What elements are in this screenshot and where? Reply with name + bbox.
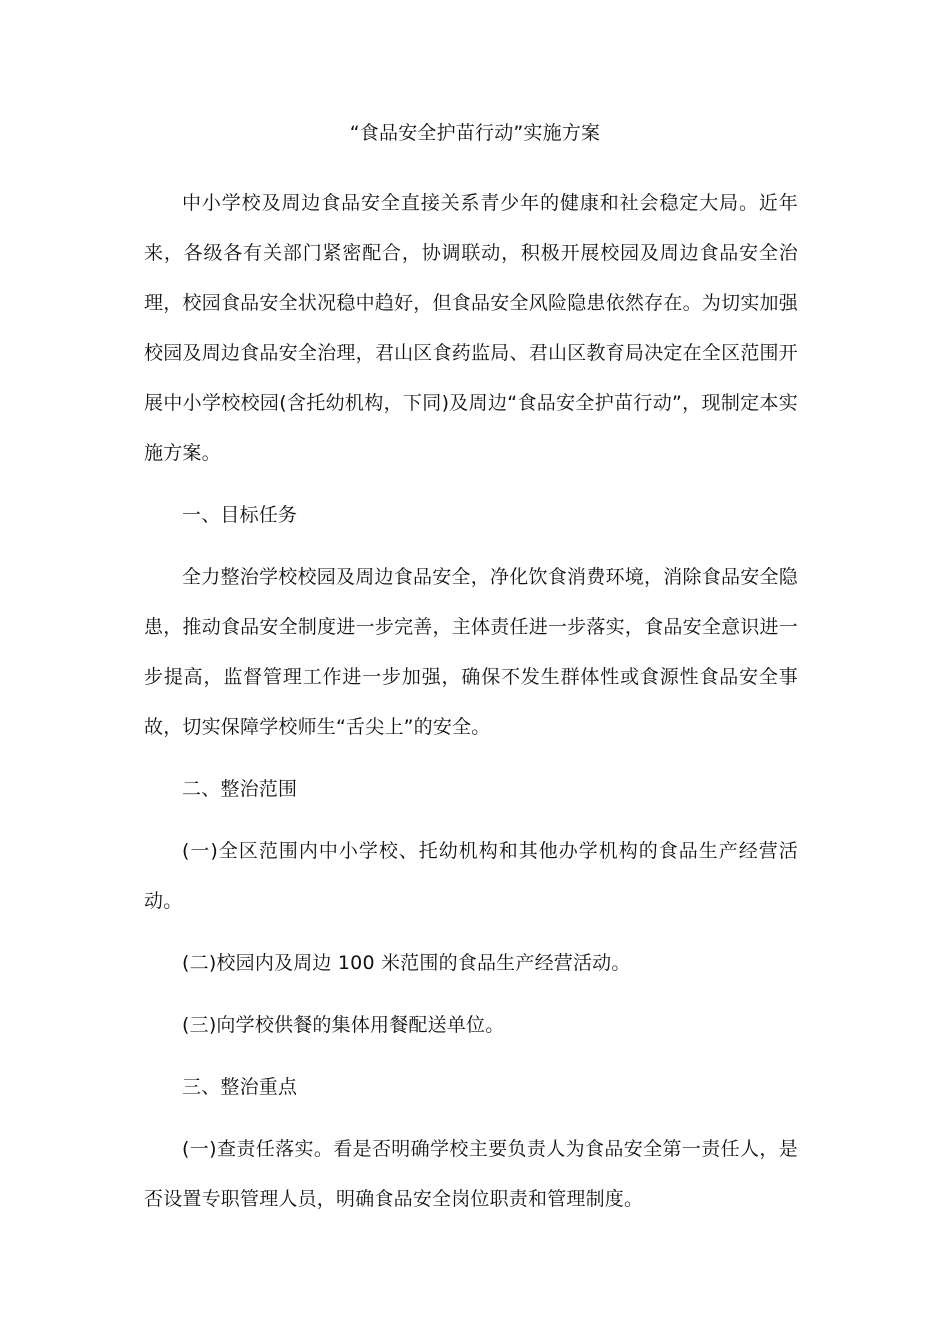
document-title: “食品安全护苗行动”实施方案 <box>349 122 601 144</box>
paragraph-scope-3: (三)向学校供餐的集体用餐配送单位。 <box>182 1014 505 1036</box>
paragraph-priority-1: (一)查责任落实。看是否明确学校主要负责人为食品安全第一责任人，是否设置专职管理人员，明确食品安全岗位职责和管理制度。 <box>144 1138 798 1210</box>
heading-goals: 一、目标任务 <box>182 504 298 526</box>
paragraph-intro: 中小学校及周边食品安全直接关系青少年的健康和社会稳定大局。近年来，各级各有关部门紧密配合，协调联动，积极开展校园及周边食品安全治理，校园食品安全状况稳中趋好，但食品安全风险隐患依然存在。为切实加强校园及周边食品安全治理，君山区食药监局、君山区教育局决定在全区范围开展中小学校校园(含托幼机构，下同)及周边“食品安全护苗行动”，现制定本实施方案。 <box>144 192 798 464</box>
paragraph-goals: 全力整治学校校园及周边食品安全，净化饮食消费环境，消除食品安全隐患，推动食品安全制度进一步完善，主体责任进一步落实，食品安全意识进一步提高，监督管理工作进一步加强，确保不发生群体性或食源性食品安全事故，切实保障学校师生“舌尖上”的安全。 <box>144 566 798 738</box>
heading-priorities: 三、整治重点 <box>182 1076 298 1098</box>
document-body <box>144 178 798 1236</box>
paragraph-scope-2: (二)校园内及周边 100 米范围的食品生产经营活动。 <box>182 952 631 974</box>
heading-scope: 二、整治范围 <box>182 778 298 800</box>
paragraph-scope-1: (一)全区范围内中小学校、托幼机构和其他办学机构的食品生产经营活动。 <box>144 840 798 912</box>
